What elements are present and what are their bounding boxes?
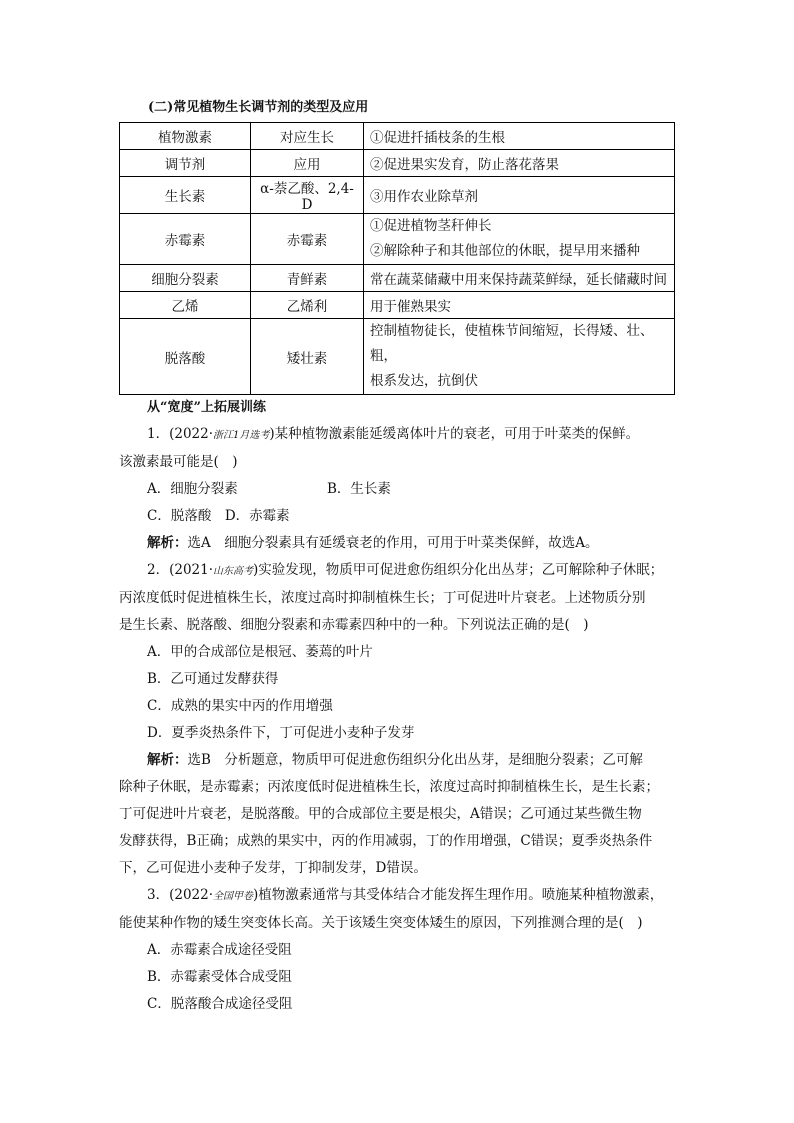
table-cell: 脱落酸 [120,319,251,395]
table-row [120,214,675,265]
table-cell: α-萘乙酸、2,4-D [251,177,364,214]
question-2-stem-cont: 丙浓度低时促进植株生长，浓度过高时抑制植株生长；丁可促进叶片衰老。上述物质分别 [119,590,646,606]
table-cell: 赤霉素 [120,214,251,265]
question-3-stem-cont: 能使某种作物的矮生突变体长高。关于该矮生突变体矮生的原因，下列推测合理的是( ) [119,915,643,931]
question-1-stem [119,421,675,449]
table-row [120,292,675,319]
analysis-text: 选A 细胞分裂素具有延缓衰老的作用，可用于叶菜类保鲜，故选A。 [187,535,599,551]
question-text: )某种植物激素能延缓离体叶片的衰老，可用于叶菜类的保鲜。 [269,426,640,442]
option-b: B．生长素 [327,481,391,497]
table-cell: 植物激素 [120,123,251,150]
table-cell: ①促进扦插枝条的生根 [364,123,675,150]
question-text: )植物激素通常与其受体结合才能发挥生理作用。喷施某种植物激素， [253,887,664,903]
section-title: (二)常见植物生长调节剂的类型及应用 [148,100,369,115]
table-cell: 生长素 [120,177,251,214]
table-cell: 对应生长 [251,123,364,150]
training-title: 从“宽度”上拓展训练 [147,400,266,415]
question-2-stem-cont: 是生长素、脱落酸、细胞分裂素和赤霉素四种中的一种。下列说法正确的是( ) [119,617,589,633]
question-2-option-a: A．甲的合成部位是根冠、萎蔫的叶片 [147,644,373,660]
table-row [120,177,675,214]
question-source: 山东高考 [213,566,254,577]
table-cell: ③用作农业除草剂 [364,177,675,214]
table-row [120,150,675,177]
table-cell: 乙烯 [120,292,251,319]
question-2-analysis [119,747,675,774]
table-cell: 赤霉素 [251,214,364,265]
analysis-label: 解析： [147,535,188,551]
regulator-table [119,122,675,395]
table-cell: 调节剂 [120,150,251,177]
cell-line: ②解除种子和其他部位的休眠，提早用来播种 [370,243,640,259]
question-number: 2． [147,562,170,578]
question-3-option-a: A．赤霉素合成途径受阻 [147,942,292,958]
table-cell: 矮壮素 [251,319,364,395]
table-cell: 乙烯利 [251,292,364,319]
question-2-analysis-cont: 丁可促进叶片衰老，是脱落酸。甲的合成部位主要是根尖，A错误；乙可通过某些微生物 [119,806,642,822]
question-1-options-ab [119,476,675,503]
question-2-option-c: C．成熟的果实中丙的作用增强 [147,698,333,714]
question-1-analysis [119,530,675,557]
question-2-analysis-cont: 发酵获得，B正确；成熟的果实中，丙的作用减弱，丁的作用增强，C错误；夏季炎热条件 [119,833,653,849]
table-cell: 用于催熟果实 [364,292,675,319]
question-3-option-c: C．脱落酸合成途径受阻 [147,996,293,1012]
cell-line: 控制植物徒长，使植株节间缩短，长得矮、壮、粗， [370,323,654,364]
training-section [119,394,675,1018]
question-year: (2022· [169,426,214,442]
table-cell [364,319,675,395]
table-row [120,123,675,150]
table-row [120,265,675,292]
cell-line: ①促进植物茎秆伸长 [370,218,492,234]
question-year: (2021· [169,562,214,578]
question-text: )实验发现，物质甲可促进愈伤组织分化出丛芽；乙可解除种子休眠； [253,562,664,578]
table-cell [364,214,675,265]
question-3-stem [119,882,675,910]
table-cell: 应用 [251,150,364,177]
question-2-option-b: B．乙可通过发酵获得 [147,671,279,687]
question-source: 浙江1月选考 [213,430,270,441]
question-3-option-b: B．赤霉素受体合成受阻 [147,969,292,985]
table-cell: 常在蔬菜储藏中用来保持蔬菜鲜绿，延长储藏时间 [364,265,675,292]
question-2-option-d: D．夏季炎热条件下，丁可促进小麦种子发芽 [147,725,415,741]
question-year: (2022· [169,887,214,903]
table-cell: 青鲜素 [251,265,364,292]
question-source: 全国甲卷 [213,891,254,902]
table-cell: 细胞分裂素 [120,265,251,292]
question-number: 3． [147,887,170,903]
analysis-text: 选B 分析题意，物质甲可促进愈伤组织分化出丛芽，是细胞分裂素；乙可解 [187,752,643,768]
table-row [120,319,675,395]
question-number: 1． [147,426,170,442]
table-cell: ②促进果实发育，防止落花落果 [364,150,675,177]
question-1-options-cd: C．脱落酸 D．赤霉素 [147,508,290,524]
question-2-analysis-cont: 下，乙可促进小麦种子发芽，丁抑制发芽，D错误。 [119,860,427,876]
option-a: A．细胞分裂素 [147,481,238,497]
analysis-label: 解析： [147,752,188,768]
question-2-analysis-cont: 除种子休眠，是赤霉素；丙浓度低时促进植株生长，浓度过高时抑制植株生长，是生长素； [119,779,659,795]
question-1-stem-cont: 该激素最可能是( ) [119,454,238,470]
cell-line: 根系发达，抗倒伏 [370,373,478,389]
question-2-stem [119,557,675,585]
